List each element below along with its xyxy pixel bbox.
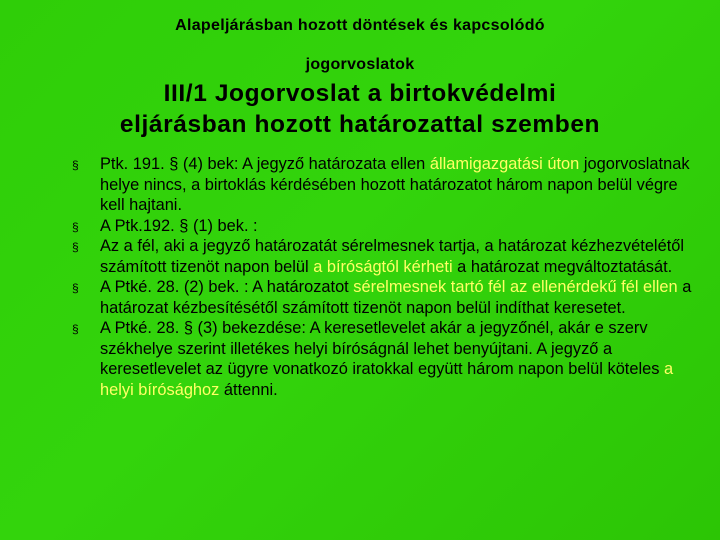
- section-bullet-icon: §: [72, 158, 79, 172]
- title-line-2: eljárásban hozott határozattal szemben: [119, 111, 601, 138]
- bullet-text: A Ptk.192. § (1) bek. :: [100, 216, 258, 235]
- title-line-1: III/1 Jogorvoslat a birtokvédelmi: [163, 80, 557, 107]
- highlighted-text: államigazgatási úton: [429, 155, 580, 173]
- bullet-item: [72, 277, 702, 318]
- bullet-text: a határozat megváltoztatását.: [452, 257, 673, 276]
- section-bullet-icon: §: [72, 322, 79, 336]
- bullet-text: jogorvoslatnak helye nincs, a birtoklás kérdésében hozott határozatot három napon belül végre kell hajtani.: [100, 155, 690, 214]
- header-line-2: jogorvoslatok: [305, 56, 415, 73]
- section-bullet-icon: §: [72, 219, 79, 234]
- bullet-item: [72, 154, 702, 216]
- bullet-text: A Ptké. 28. § (3) bekezdése: A keresetlevelet akár a jegyzőnél, akár e szerv székhelye szerint illetékes helyi bíróságnál lehet benyújtani. A jegyző a keresetlevelet az ügyre vonatkozó iratokkal együtt három napon belül köteles: [100, 319, 664, 378]
- bullet-item: [72, 236, 702, 277]
- bullet-text: áttenni.: [219, 380, 278, 399]
- header-line-1: Alapeljárásban hozott döntések és kapcsolódó: [175, 17, 545, 34]
- bullet-list: [72, 154, 702, 400]
- section-bullet-icon: §: [72, 281, 79, 295]
- bullet-item: [72, 318, 702, 400]
- slide-header: [0, 6, 720, 84]
- highlighted-text: a helyi bírósághoz: [100, 360, 674, 399]
- bullet-text: Az a fél, aki a jegyző határozatát sérelmesnek tartja, a határozat kézhezvételétől számított tizenöt napon belül: [100, 237, 685, 276]
- highlighted-text: a bíróságtól kérheti: [313, 257, 453, 276]
- bullet-text: Ptk. 191. § (4) bek: A jegyző határozata ellen: [100, 155, 430, 173]
- slide-title: [0, 78, 720, 140]
- section-bullet-icon: §: [72, 240, 79, 254]
- bullet-item: [72, 216, 702, 237]
- bullet-text: A Ptké. 28. (2) bek. : A határozatot: [100, 278, 354, 296]
- highlighted-text: sérelmesnek tartó fél az ellenérdekű fél ellen: [353, 278, 678, 296]
- bullet-text: a határozat kézbesítésétől számított tizenöt napon belül indíthat keresetet.: [100, 278, 692, 317]
